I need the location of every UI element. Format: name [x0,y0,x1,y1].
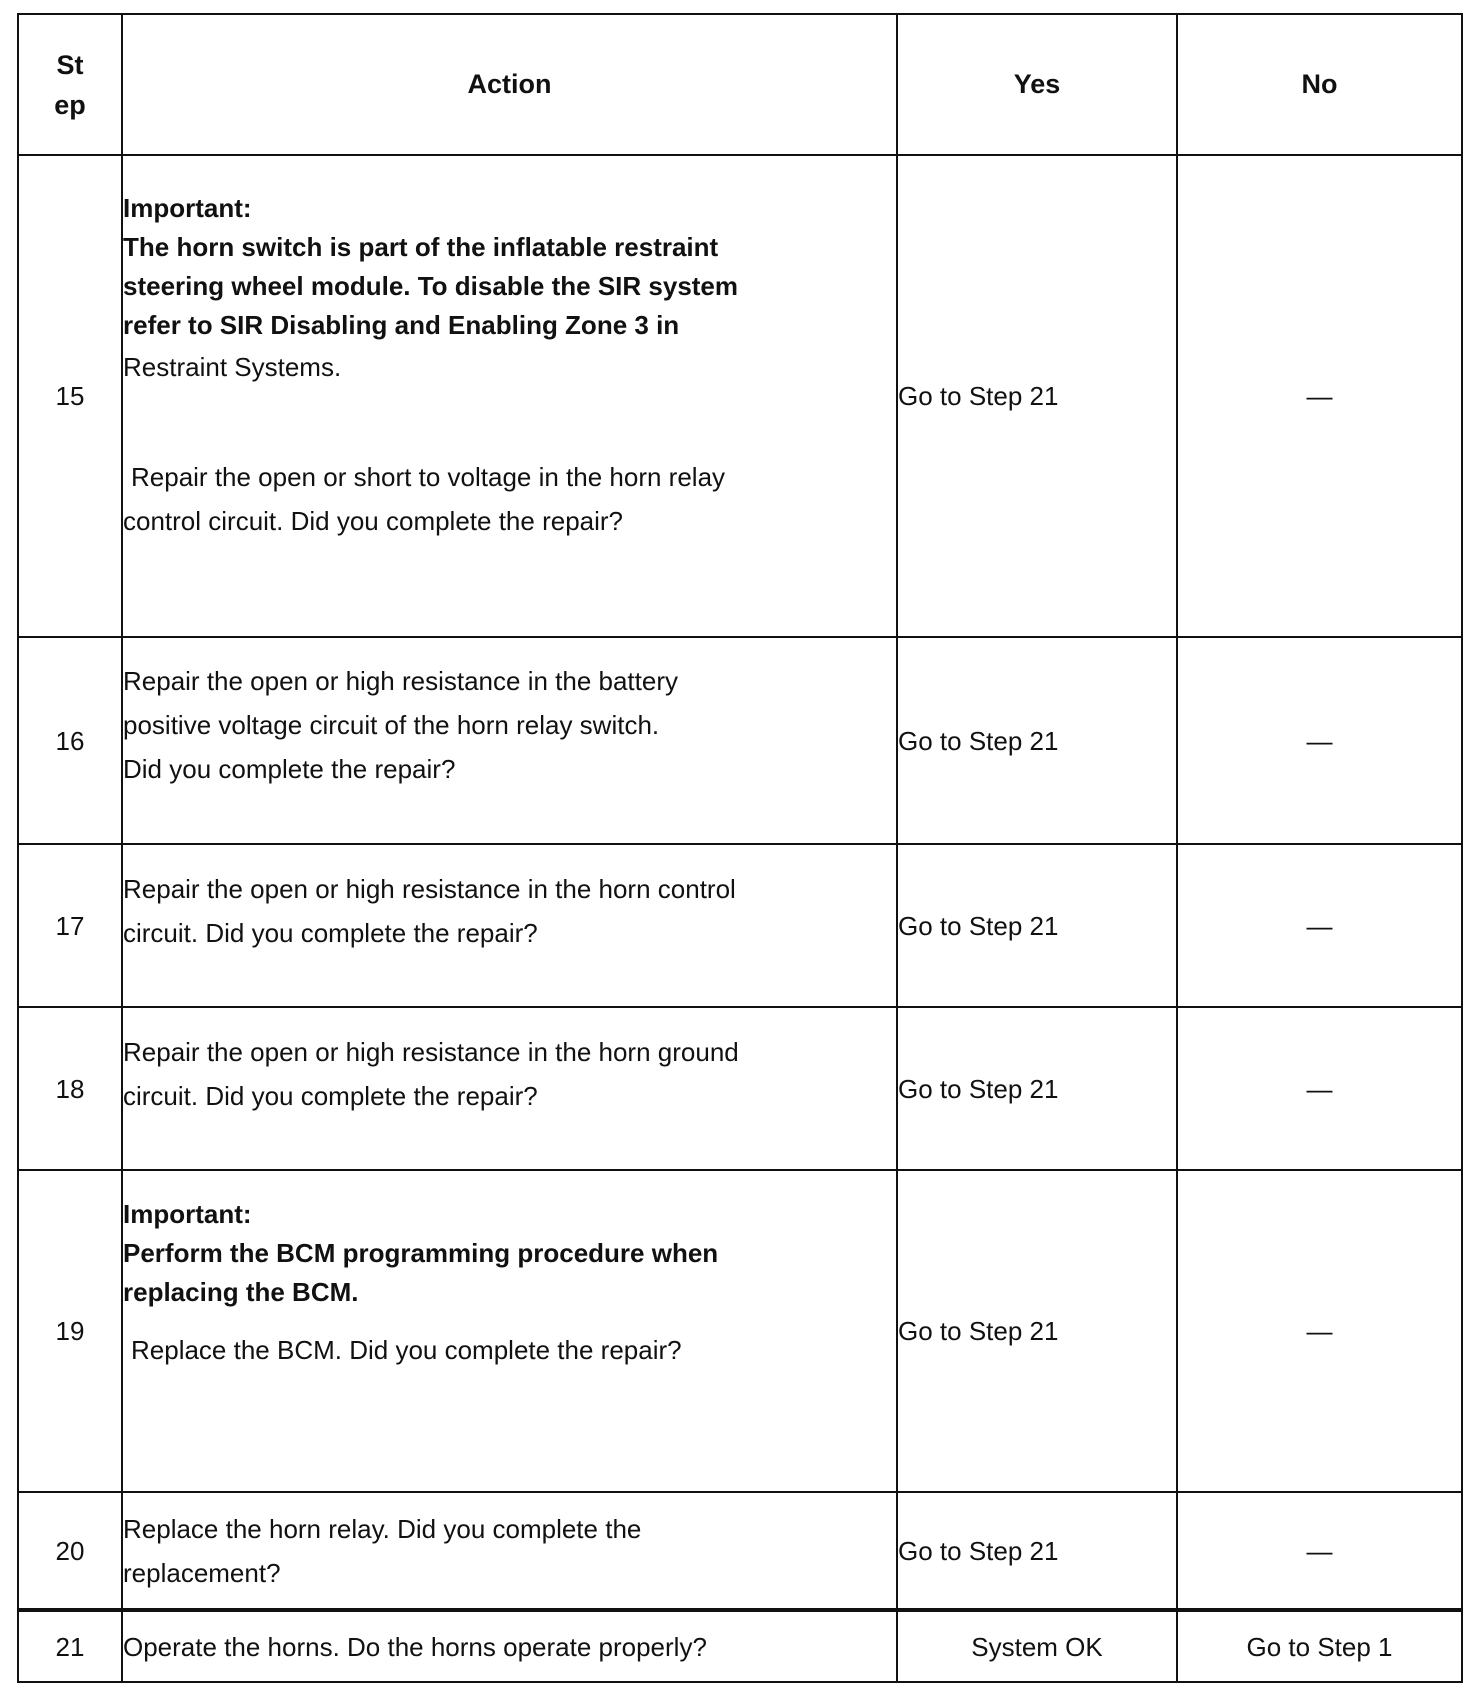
action-line: Repair the open or high resistance in the horn ground [123,1036,739,1067]
action-cell [122,1492,897,1610]
step-number: 21 [18,1610,122,1682]
action-line: replacement? [123,1557,281,1588]
no-cell: — [1177,1007,1462,1170]
action-cell [122,1007,897,1170]
important-note-line: steering wheel module. To disable the SIR system [123,271,739,301]
no-cell: — [1177,637,1462,844]
no-cell: — [1177,1170,1462,1492]
diagnostic-steps-table [17,13,1463,1683]
action-line: Repair the open or high resistance in the horn control [123,873,736,904]
action-line: Operate the horns. Do the horns operate properly? [123,1631,707,1662]
action-cell [122,844,897,1007]
important-note-line: refer to SIR Disabling and Enabling Zone 3 in [123,310,680,340]
important-label: Important: [123,1198,252,1229]
action-line: Repair the open or high resistance in the battery [123,665,679,696]
action-line: Did you complete the repair? [123,753,456,784]
action-line: control circuit. Did you complete the repair? [123,506,624,536]
step-number: 18 [18,1007,122,1170]
yes-cell: Go to Step 21 [897,1492,1177,1610]
header-no: No [1177,14,1462,155]
table-row [18,1492,1462,1610]
yes-cell: Go to Step 21 [897,1007,1177,1170]
table-row [18,844,1462,1007]
action-line: Repair the open or short to voltage in the horn relay [131,462,726,492]
header-row [18,14,1462,155]
yes-cell: Go to Step 21 [897,637,1177,844]
no-cell: Go to Step 1 [1177,1610,1462,1682]
action-cell [122,155,897,637]
header-action: Action [122,14,897,155]
action-cell [122,1170,897,1492]
yes-cell: System OK [897,1610,1177,1682]
yes-cell: Go to Step 21 [897,1170,1177,1492]
step-number: 17 [18,844,122,1007]
step-number: 16 [18,637,122,844]
important-note-line: replacing the BCM. [123,1276,359,1307]
no-cell: — [1177,1492,1462,1610]
action-line: Replace the horn relay. Did you complete the [123,1513,642,1544]
action-line: circuit. Did you complete the repair? [123,917,538,948]
yes-cell: Go to Step 21 [897,155,1177,637]
step-number: 15 [18,155,122,637]
action-cell [122,1610,897,1682]
table-row [18,1170,1462,1492]
step-number: 20 [18,1492,122,1610]
table-row [18,155,1462,637]
action-line: circuit. Did you complete the repair? [123,1080,538,1111]
no-cell: — [1177,155,1462,637]
table-row [18,1007,1462,1170]
important-label: Important: [123,193,252,223]
important-note-line: Perform the BCM programming procedure when [123,1237,719,1268]
action-line: positive voltage circuit of the horn relay switch. [123,709,660,740]
table-row [18,637,1462,844]
important-note-line: The horn switch is part of the inflatable restraint [123,232,719,262]
action-line: Replace the BCM. Did you complete the repair? [131,1334,682,1365]
step-number: 19 [18,1170,122,1492]
header-yes: Yes [897,14,1177,155]
action-cell [122,637,897,844]
header-step: St ep [18,14,122,155]
table-row [18,1610,1462,1682]
no-cell: — [1177,844,1462,1007]
yes-cell: Go to Step 21 [897,844,1177,1007]
important-note-tail: Restraint Systems. [123,352,342,382]
